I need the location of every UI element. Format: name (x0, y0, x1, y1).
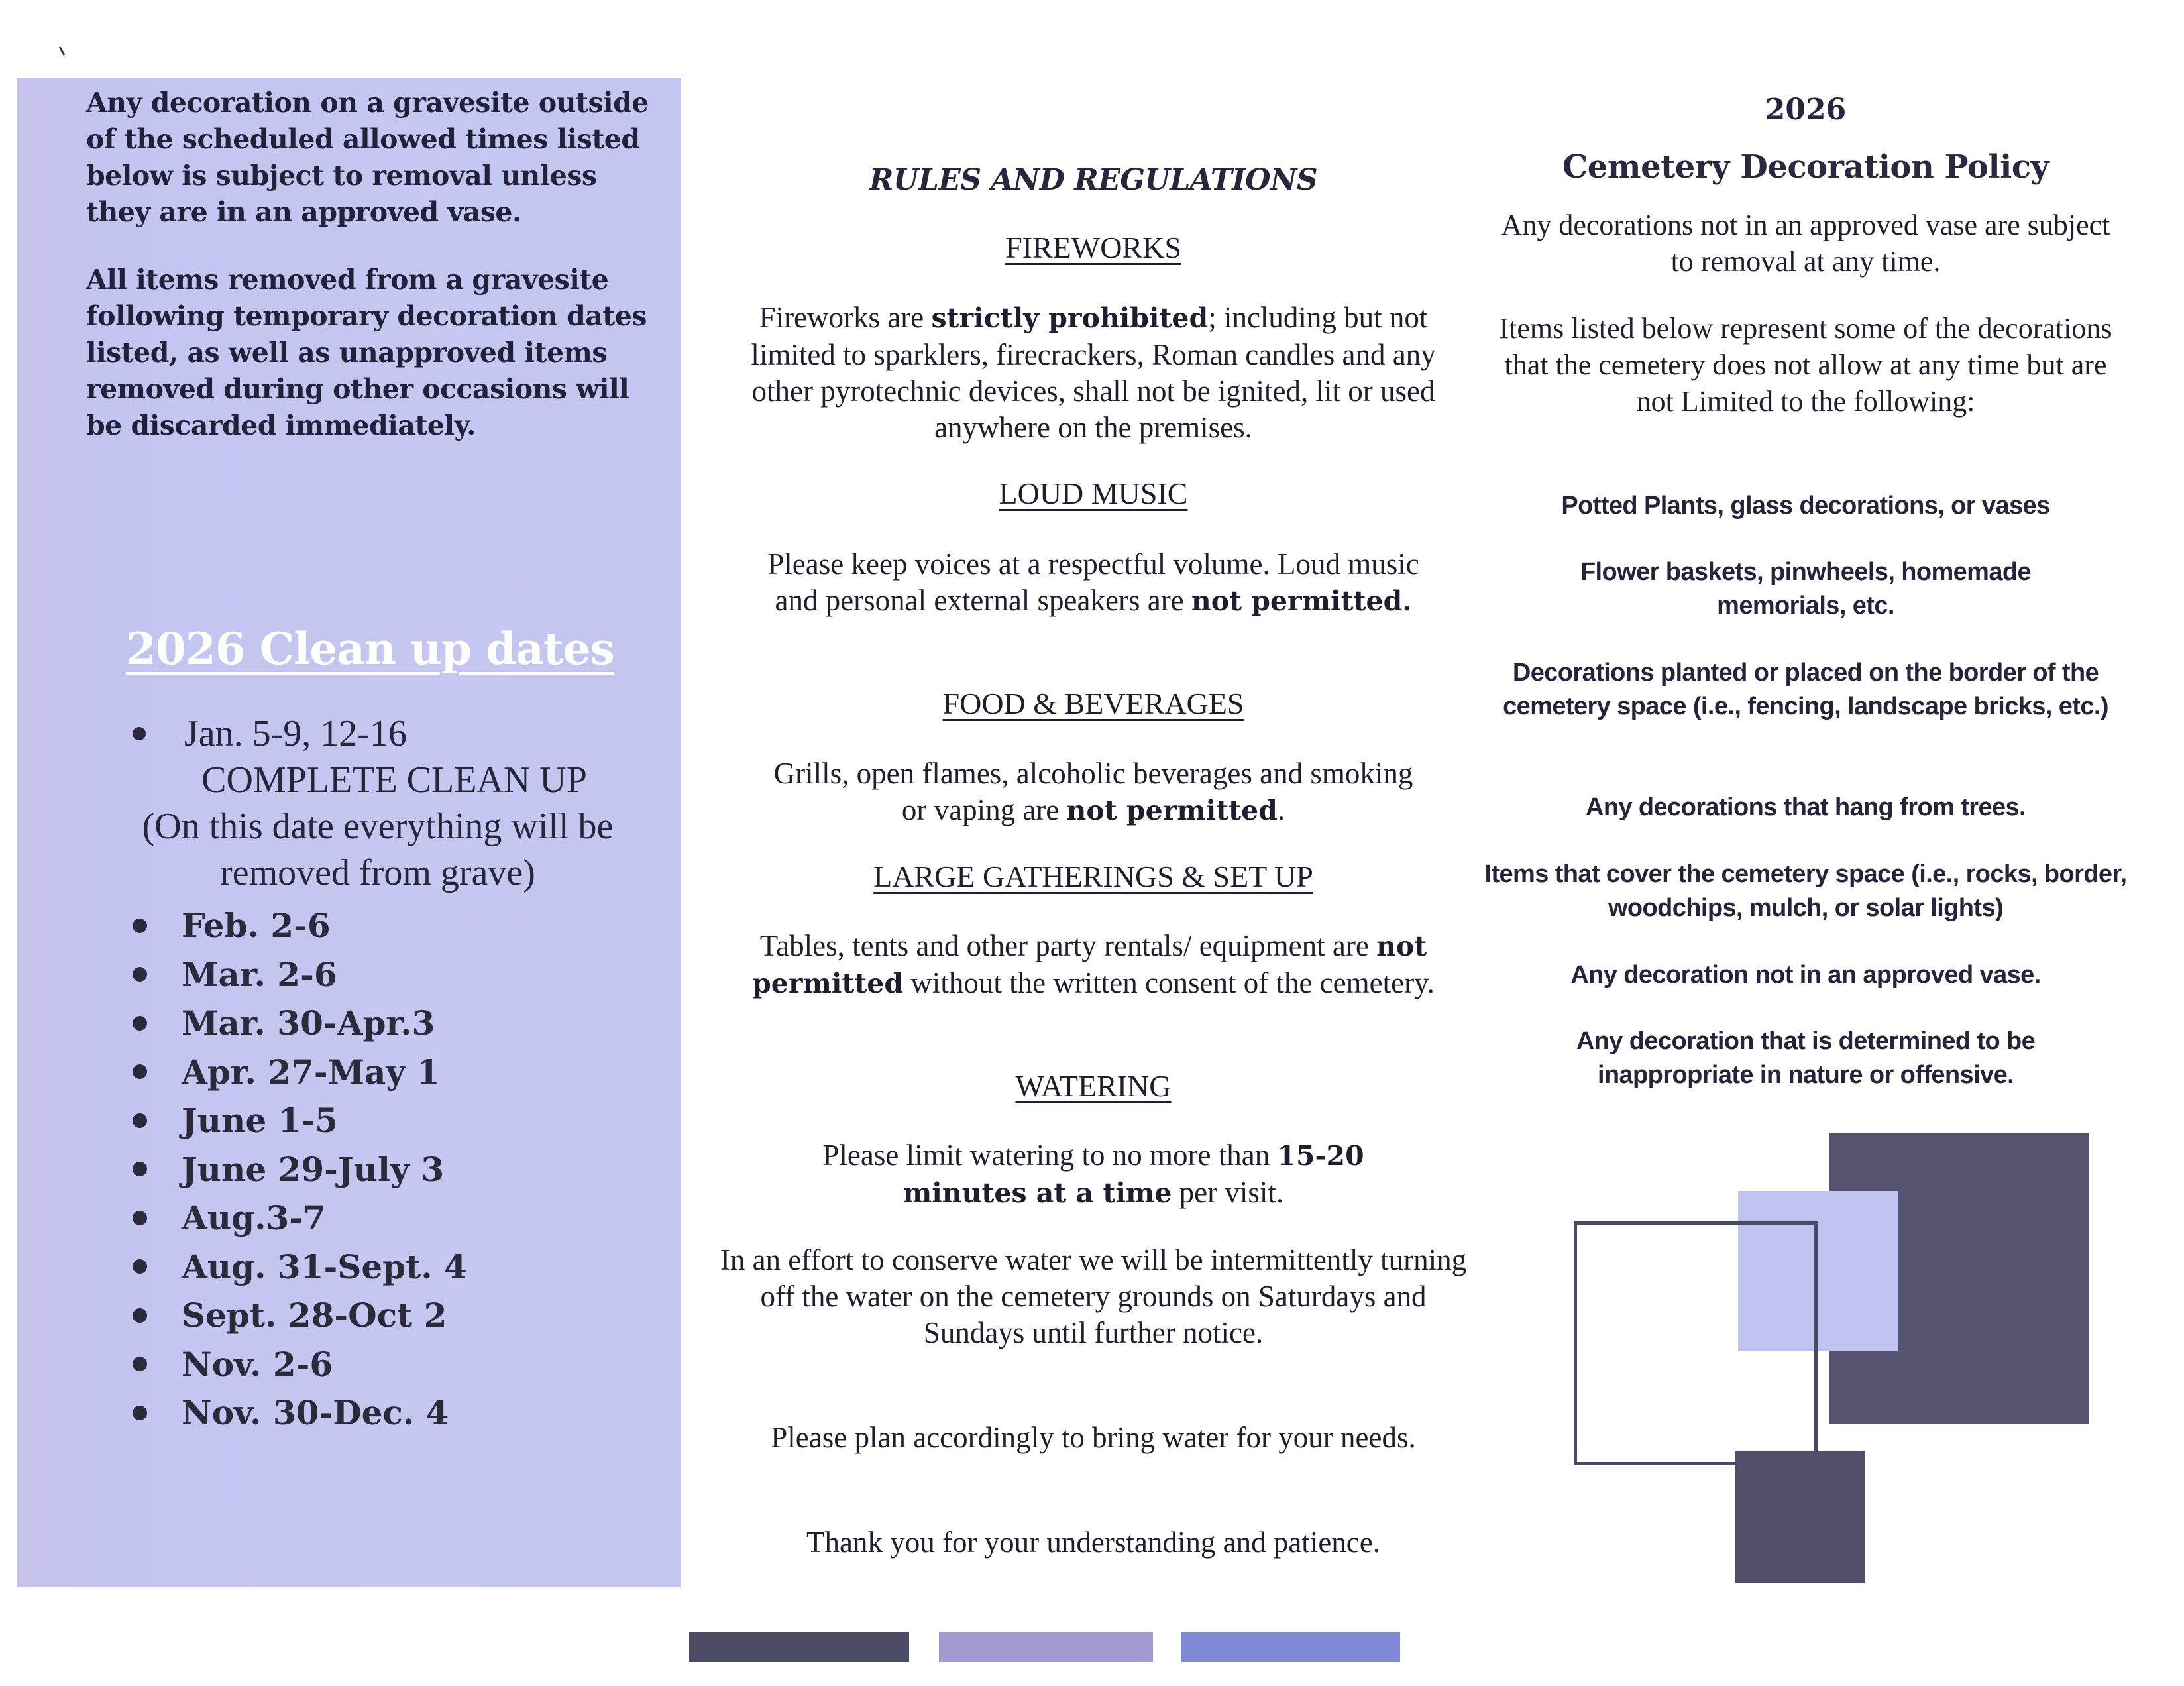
prohibited-item: Any decoration not in an approved vase. (1570, 961, 2041, 989)
date-text: Aug. 31-Sept. 4 (182, 1247, 467, 1286)
cleanup-dates-title: 2026 Clean up dates (126, 623, 614, 675)
heading-text: FIREWORKS (1005, 231, 1181, 264)
bullet-icon (133, 1064, 147, 1079)
paragraph-emphasis: strictly prohibited (931, 302, 1209, 334)
bullet-icon (133, 1308, 147, 1323)
discard-notice-line: following temporary decoration dates (86, 300, 647, 332)
food-beverages-paragraph (762, 756, 1425, 829)
date-item (99, 1048, 467, 1097)
paragraph-text: Please plan accordingly to bring water for your needs. (771, 1421, 1416, 1454)
date-item (99, 1194, 467, 1243)
bullet-icon (133, 1259, 147, 1274)
date-item (99, 1340, 467, 1389)
complete-cleanup-note: (On this date everything will be (142, 806, 614, 847)
fireworks-paragraph (722, 300, 1464, 446)
decorative-bar-periwinkle (1181, 1632, 1400, 1662)
date-item (99, 1291, 467, 1340)
date-item (99, 901, 467, 950)
paragraph-text: Fireworks are (759, 301, 932, 334)
section-heading-fireworks (716, 230, 1471, 265)
bullet-icon (133, 1016, 147, 1031)
section-heading-loud-music (716, 476, 1471, 511)
date-text: Feb. 2-6 (182, 906, 331, 946)
decorative-square-outline (1574, 1221, 1818, 1465)
prohibited-item: Decorations planted or placed on the border of the cemetery space (i.e., fencing, landscape bricks, etc.) (1503, 659, 2108, 720)
paragraph-text: Tables, tents and other party rentals/ equipment are (759, 929, 1377, 962)
complete-cleanup-note: removed from grave) (220, 852, 535, 893)
date-text: Nov. 30-Dec. 4 (182, 1393, 449, 1433)
date-text: Nov. 2-6 (182, 1344, 333, 1384)
removal-notice-line: below is subject to removal unless (86, 160, 597, 192)
water-conservation-paragraph (716, 1242, 1471, 1351)
prohibited-item: Any decoration that is determined to be inappropriate in nature or offensive. (1576, 1027, 2036, 1089)
bullet-icon (133, 727, 146, 740)
prohibited-item: Any decorations that hang from trees. (1585, 793, 2026, 821)
date-text: June 29-July 3 (182, 1149, 445, 1189)
date-item (99, 999, 467, 1048)
removal-notice-line: of the scheduled allowed times listed (86, 123, 640, 155)
policy-intro: Any decorations not in an approved vase are subject to removal at any time. (1501, 209, 2110, 278)
bullet-icon (133, 967, 147, 982)
paragraph-text: ; including but not limited to sparklers, firecrackers, Roman candles and any other pyrotechnic devices, shall not be ignited, lit or used anywhere on the premises. (751, 301, 1436, 444)
complete-cleanup-dates: Jan. 5-9, 12-16 (184, 713, 407, 754)
section-heading-large-gatherings (716, 859, 1471, 894)
bring-water-paragraph (742, 1420, 1445, 1456)
date-item (99, 950, 467, 999)
date-item (99, 1096, 467, 1145)
paragraph-emphasis: 15-20 minutes at a time (902, 1140, 1364, 1209)
paragraph-text: Please keep voices at a respectful volume. Loud music and personal external speakers are (767, 547, 1419, 617)
bullet-icon (133, 1113, 147, 1128)
complete-cleanup-item (99, 710, 682, 896)
large-gatherings-paragraph (722, 928, 1464, 1002)
heading-text: LARGE GATHERINGS & SET UP (873, 860, 1313, 893)
bullet-icon (133, 919, 147, 933)
heading-text: WATERING (1015, 1069, 1172, 1103)
prohibited-item: Items that cover the cemetery space (i.e., rocks, border, woodchips, mulch, or solar lights) (1484, 860, 2127, 922)
bullet-icon (133, 1162, 147, 1176)
paragraph-text: In an effort to conserve water we will be intermittently turning off the water on the cemetery grounds on Saturdays and Sundays until further notice. (720, 1243, 1467, 1349)
policy-list-intro: Items listed below represent some of the decorations that the cemetery does not allow at any time but are not Limited to the following: (1499, 312, 2112, 418)
discard-notice-line: removed during other occasions will (86, 373, 629, 405)
paragraph-emphasis: not permitted. (1191, 585, 1412, 617)
paragraph-emphasis: not permitted (752, 930, 1427, 999)
paragraph-text: without the written consent of the cemetery. (903, 966, 1435, 999)
date-text: Mar. 2-6 (182, 954, 337, 994)
removal-notice (86, 85, 696, 231)
heading-text: FOOD & BEVERAGES (942, 687, 1244, 720)
scan-mark (59, 46, 66, 56)
section-heading-watering (716, 1068, 1471, 1103)
thank-you-paragraph (716, 1524, 1471, 1561)
removal-notice-line: Any decoration on a gravesite outside (86, 87, 649, 119)
date-text: Aug.3-7 (182, 1198, 326, 1238)
date-text: June 1-5 (182, 1101, 338, 1141)
paragraph-text: Grills, open flames, alcoholic beverages and smoking or vaping are (773, 757, 1413, 826)
paragraph-emphasis: not permitted (1066, 795, 1278, 826)
policy-year: 2026 (1765, 93, 1847, 127)
rules-title: RULES AND REGULATIONS (869, 163, 1318, 197)
date-item (99, 1145, 467, 1194)
cleanup-dates-list (99, 901, 467, 1437)
prohibited-item: Flower baskets, pinwheels, homemade memorials, etc. (1580, 558, 2032, 620)
heading-text: LOUD MUSIC (999, 477, 1188, 510)
date-text: Mar. 30-Apr.3 (182, 1003, 435, 1043)
complete-cleanup-label: COMPLETE CLEAN UP (201, 759, 587, 801)
discard-notice-line: All items removed from a gravesite (86, 264, 609, 296)
removal-notice-line: they are in an approved vase. (86, 196, 521, 228)
discard-notice-line: listed, as well as unapproved items (86, 337, 608, 368)
date-text: Sept. 28-Oct 2 (182, 1296, 447, 1335)
decorative-bar-purple (939, 1632, 1153, 1662)
section-heading-food-beverages (716, 686, 1471, 721)
date-text: Apr. 27-May 1 (182, 1052, 440, 1092)
discard-notice (86, 262, 696, 444)
paragraph-text: Thank you for your understanding and patience. (806, 1526, 1380, 1559)
paragraph-text: per visit. (1172, 1176, 1284, 1209)
date-item (99, 1388, 467, 1437)
decorative-square-dark-small (1735, 1451, 1865, 1583)
bullet-icon (133, 1406, 147, 1420)
policy-title: Cemetery Decoration Policy (1562, 148, 2049, 186)
bullet-icon (133, 1211, 147, 1225)
loud-music-paragraph (749, 546, 1438, 620)
watering-limit-paragraph (762, 1137, 1425, 1211)
prohibited-item: Potted Plants, glass decorations, or vases (1561, 492, 2050, 520)
discard-notice-line: be discarded immediately. (86, 410, 476, 441)
bullet-icon (133, 1357, 147, 1371)
date-item (99, 1243, 467, 1292)
decorative-bar-dark (689, 1632, 909, 1662)
paragraph-text: . (1277, 793, 1285, 826)
paragraph-text: Please limit watering to no more than (822, 1139, 1278, 1172)
